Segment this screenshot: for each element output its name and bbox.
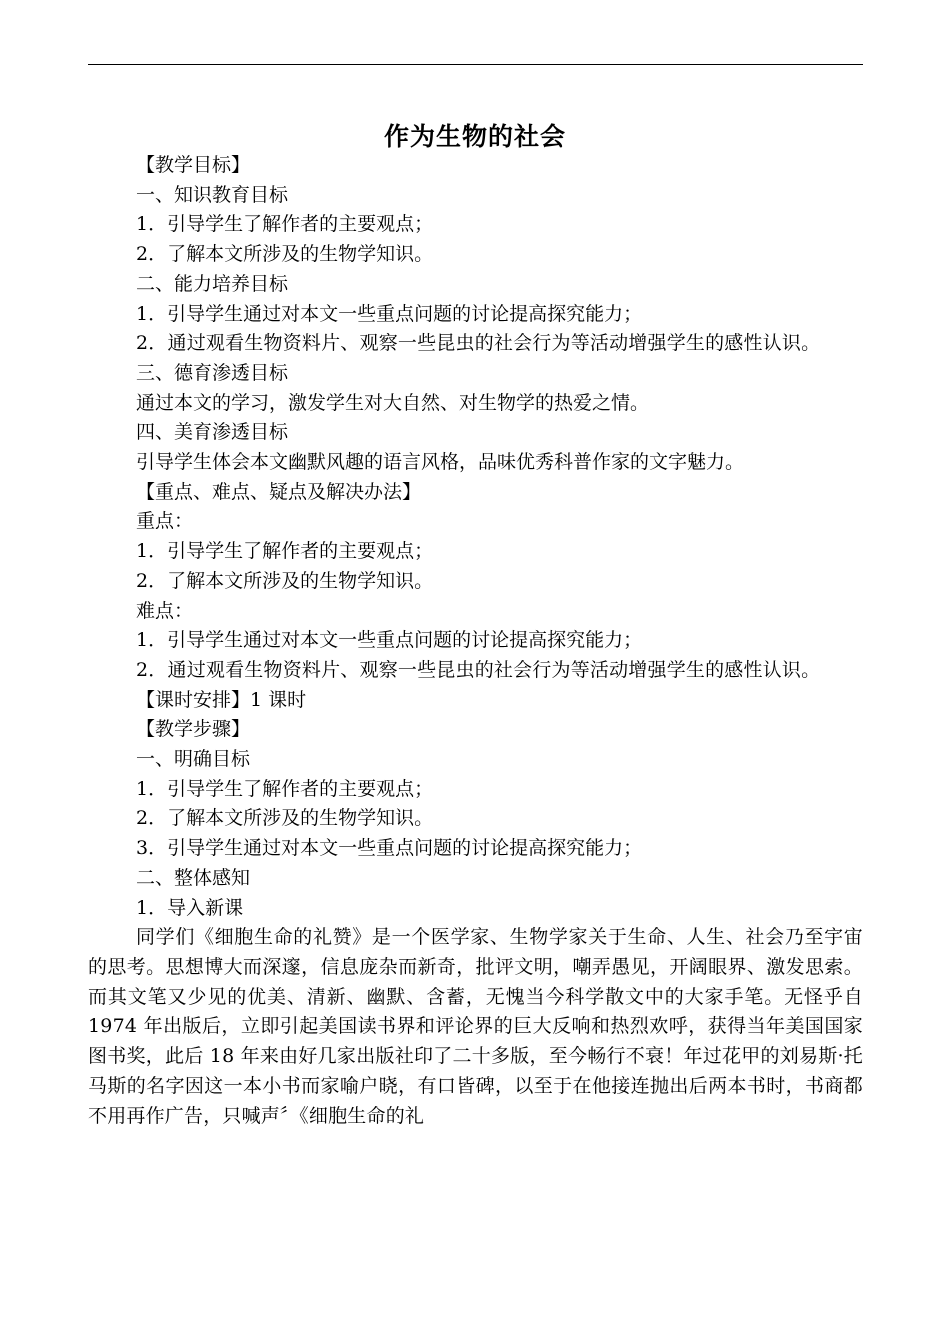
- heading-teaching-goals: 【教学目标】: [136, 154, 251, 176]
- section-heading: 三、德育渗透目标: [136, 361, 289, 384]
- section-heading: 四、美育渗透目标: [136, 421, 289, 444]
- list-item: 2．通过观看生物资料片、观察一些昆虫的社会行为等活动增强学生的感性认识。: [136, 332, 821, 355]
- header-rule: [88, 64, 863, 65]
- paragraph: 通过本文的学习，激发学生对大自然、对生物学的热爱之情。: [136, 391, 650, 414]
- heading-schedule: 【课时安排】1 课时: [136, 688, 307, 711]
- section-heading: 二、能力培养目标: [136, 272, 289, 295]
- list-item: 1．引导学生了解作者的主要观点；: [136, 540, 434, 563]
- list-item: 3．引导学生通过对本文一些重点问题的讨论提高探究能力；: [136, 837, 643, 860]
- section-heading: 一、知识教育目标: [136, 183, 289, 206]
- document-body: [88, 151, 863, 1131]
- list-item: 2．了解本文所涉及的生物学知识。: [136, 243, 434, 266]
- list-item: 1．引导学生通过对本文一些重点问题的讨论提高探究能力；: [136, 302, 643, 325]
- subheading: 难点：: [136, 599, 194, 622]
- subheading: 1．导入新课: [136, 896, 244, 919]
- heading-key-points: 【重点、难点、疑点及解决办法】: [136, 480, 422, 503]
- paragraph: 引导学生体会本文幽默风趣的语言风格，品味优秀科普作家的文字魅力。: [136, 451, 745, 474]
- section-heading: 二、整体感知: [136, 866, 251, 889]
- list-item: 2．通过观看生物资料片、观察一些昆虫的社会行为等活动增强学生的感性认识。: [136, 658, 821, 681]
- paragraph: 同学们《细胞生命的礼赞》是一个医学家、生物学家关于生命、人生、社会乃至宇宙的思考。思想博大而深邃，信息庞杂而新奇，批评文明，嘲弄愚见，开阔眼界、激发思索。而其文笔又少见的优美、清新、幽默、含蓄，无愧当今科学散文中的大家手笔。无怪乎自 1974 年出版后，立即引起美国读书界和评论界的巨大反响和热烈欢呼，获得当年美国国家图书奖，此后 18 年来由好几家出版社印了二十多版，至今畅行不衰！年过花甲的刘易斯·托马斯的名字因这一本小书而家喻户晓，有口皆碑，以至于在他接连抛出后两本书时，书商都不用再作广告，只喊声〞《细胞生命的礼: [88, 926, 863, 1127]
- list-item: 1．引导学生了解作者的主要观点；: [136, 213, 434, 236]
- list-item: 2．了解本文所涉及的生物学知识。: [136, 569, 434, 592]
- section-heading: 一、明确目标: [136, 748, 251, 771]
- list-item: 1．引导学生了解作者的主要观点；: [136, 777, 434, 800]
- list-item: 1．引导学生通过对本文一些重点问题的讨论提高探究能力；: [136, 629, 643, 652]
- subheading: 重点：: [136, 510, 194, 533]
- document-title: 作为生物的社会: [383, 122, 566, 151]
- heading-teaching-steps: 【教学步骤】: [136, 718, 251, 741]
- list-item: 2．了解本文所涉及的生物学知识。: [136, 807, 434, 830]
